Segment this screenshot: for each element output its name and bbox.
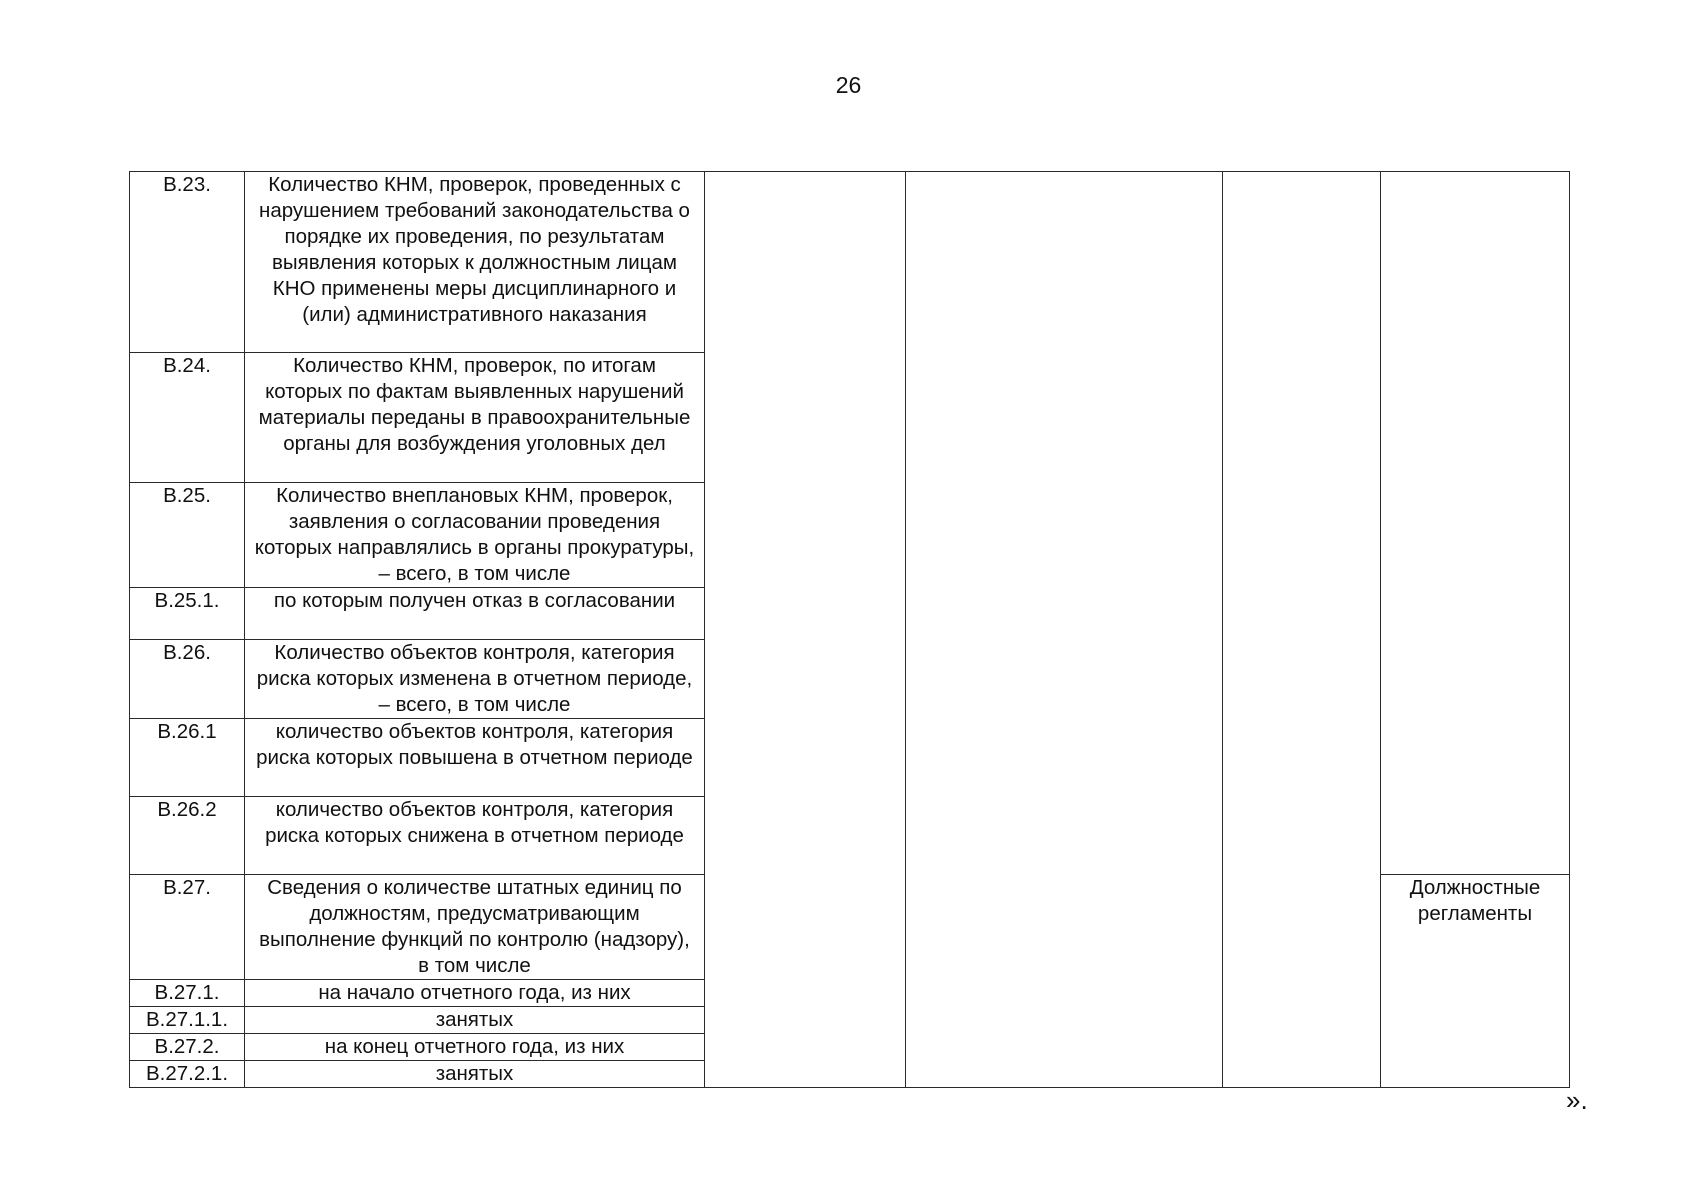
empty-column-4: [906, 172, 1223, 1088]
table-row: [130, 172, 1570, 353]
row-code: В.27.: [130, 875, 245, 980]
row-description: Количество КНМ, проверок, по итогам которых по фактам выявленных нарушений материалы переданы в правоохранительные органы для возбуждения уголовных дел: [245, 353, 705, 483]
row-code: В.27.2.1.: [130, 1061, 245, 1088]
row-code: В.24.: [130, 353, 245, 483]
indicator-table: [129, 171, 1570, 1088]
row-description: количество объектов контроля, категория риска которых снижена в отчетном периоде: [245, 797, 705, 875]
row-description: Количество внеплановых КНМ, проверок, заявления о согласовании проведения которых направлялись в органы прокуратуры, – всего, в том числе: [245, 483, 705, 588]
empty-column-5: [1223, 172, 1381, 1088]
row-code: В.25.: [130, 483, 245, 588]
empty-column-3: [705, 172, 906, 1088]
row-code: В.26.: [130, 640, 245, 719]
row-code: В.27.2.: [130, 1034, 245, 1061]
row-code: В.27.1.: [130, 980, 245, 1007]
row-description: на начало отчетного года, из них: [245, 980, 705, 1007]
row-code: В.25.1.: [130, 588, 245, 640]
row-description: Количество КНМ, проверок, проведенных с нарушением требований законодательства о порядке их проведения, по результатам выявления которых к должностным лицам КНО применены меры дисциплинарного и (или) административного наказания: [245, 172, 705, 353]
empty-column-6: [1381, 172, 1570, 875]
row-code: В.26.2: [130, 797, 245, 875]
row-description: занятых: [245, 1007, 705, 1034]
row-code: В.26.1: [130, 719, 245, 797]
closing-quote: ».: [1566, 1085, 1588, 1115]
page-number: 26: [835, 72, 862, 98]
row-code: В.27.1.1.: [130, 1007, 245, 1034]
row-description: на конец отчетного года, из них: [245, 1034, 705, 1061]
row-description: по которым получен отказ в согласовании: [245, 588, 705, 640]
row-description: Количество объектов контроля, категория риска которых изменена в отчетном периоде, – всего, в том числе: [245, 640, 705, 719]
row-description: количество объектов контроля, категория риска которых повышена в отчетном периоде: [245, 719, 705, 797]
row-code: В.23.: [130, 172, 245, 353]
source-note-cell: Должностные регламенты: [1381, 875, 1570, 1088]
row-description: занятых: [245, 1061, 705, 1088]
row-description: Сведения о количестве штатных единиц по должностям, предусматривающим выполнение функций по контролю (надзору), в том числе: [245, 875, 705, 980]
